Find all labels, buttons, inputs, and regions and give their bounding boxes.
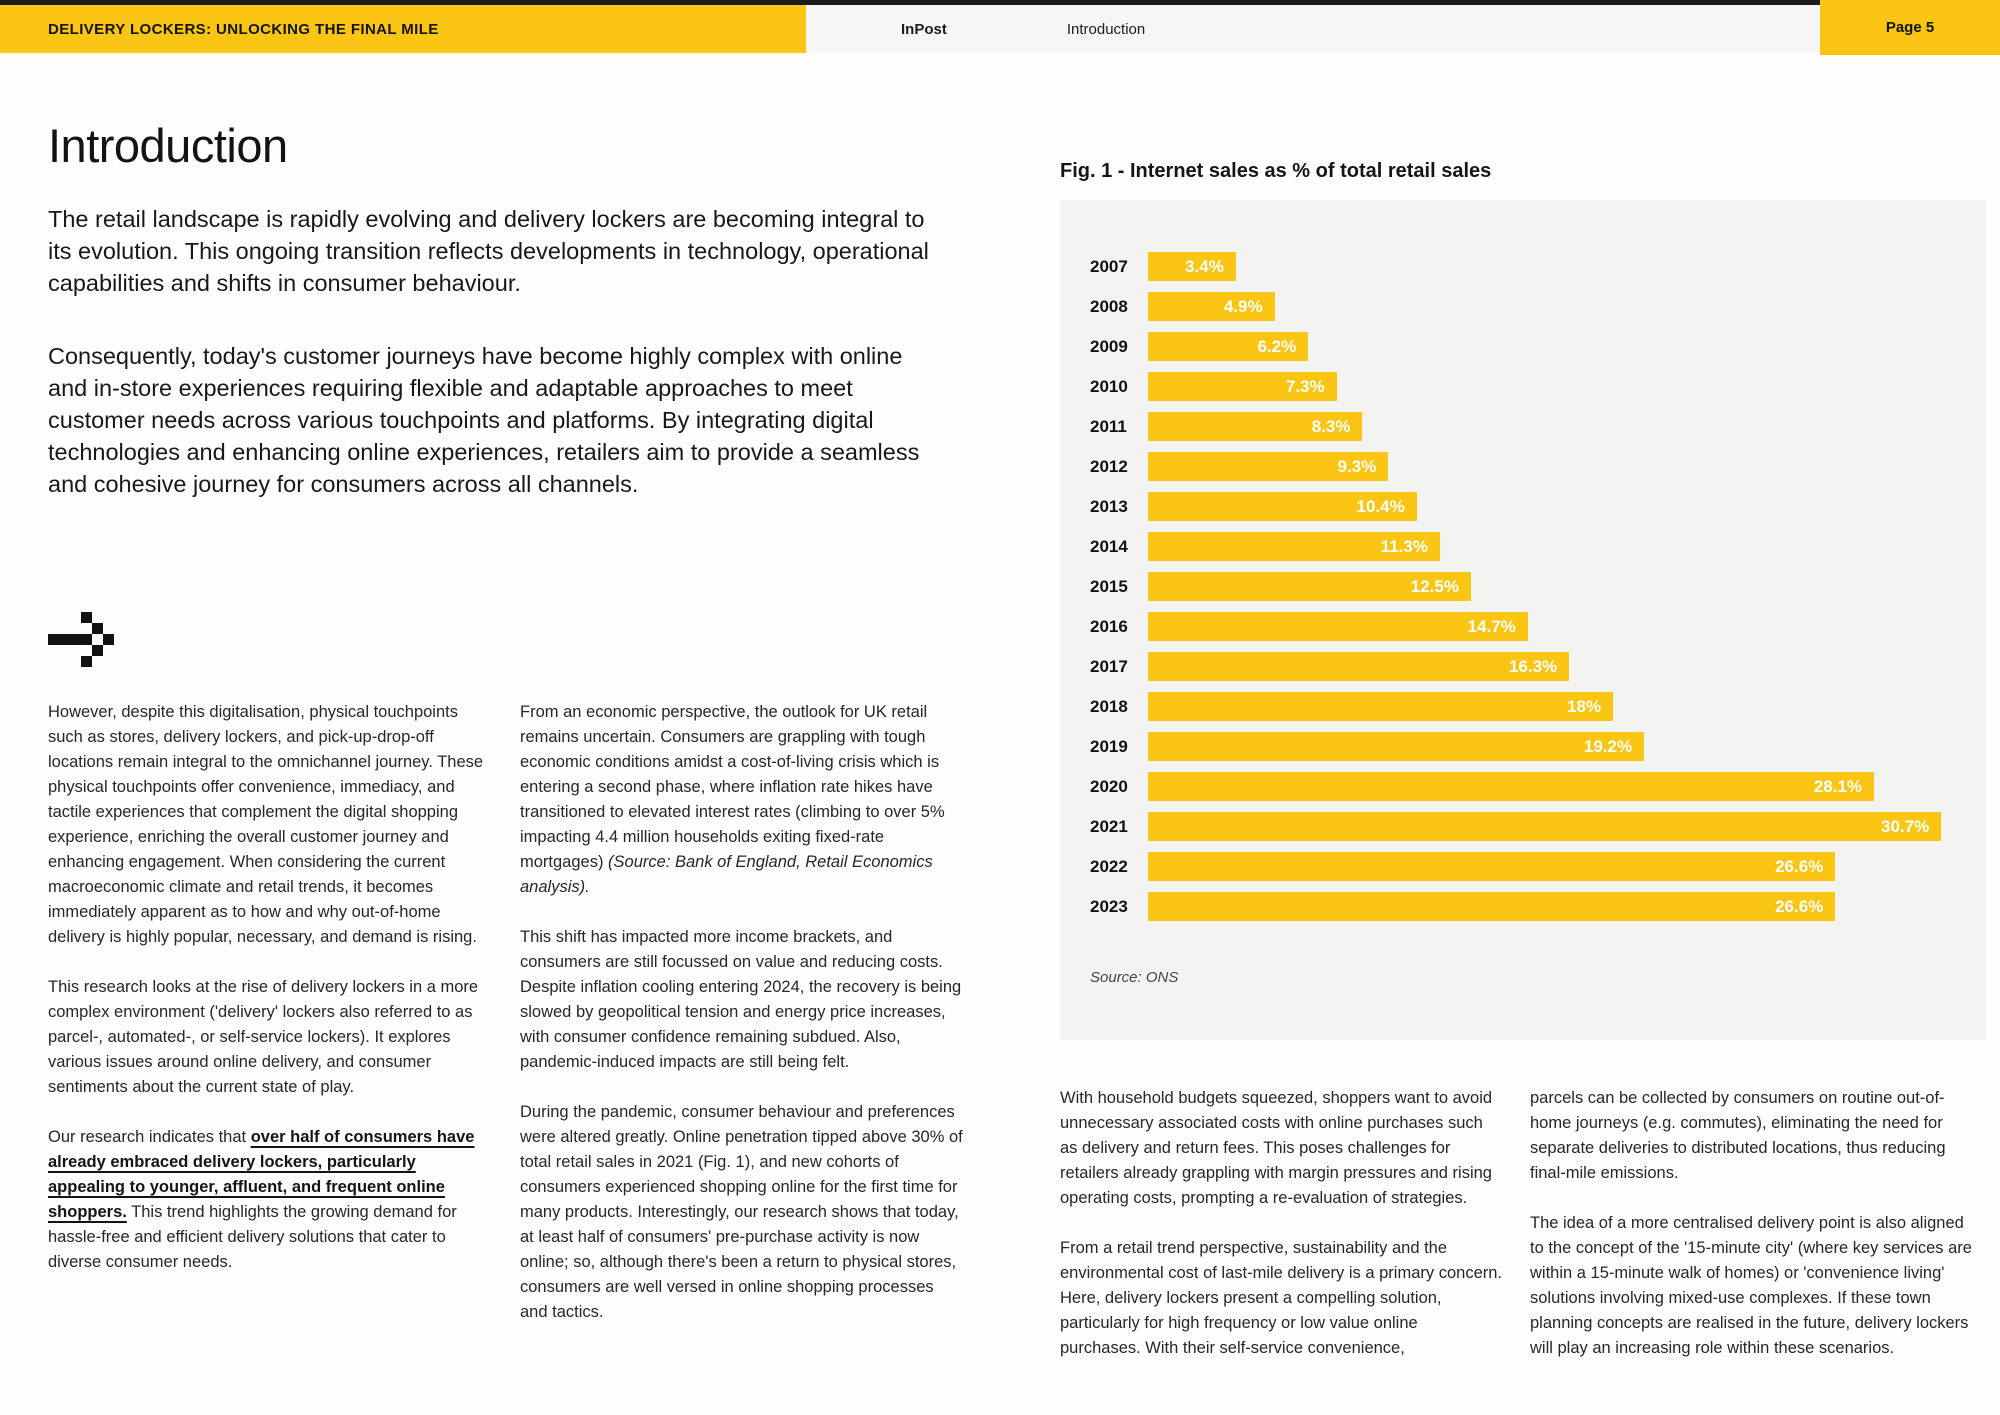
bar-value-label: 19.2% bbox=[1583, 736, 1633, 756]
year-label: 2012 bbox=[1090, 456, 1128, 476]
paragraph: With household budgets squeezed, shoppers want to avoid unnecessary associated costs with online purchases such as delivery and return fees. This poses challenges for retailers already grappling with margin pressures and rising operating costs, prompting a re-evaluation of strategies. bbox=[1060, 1089, 1493, 1207]
year-label: 2016 bbox=[1090, 616, 1128, 636]
bar-value-label: 28.1% bbox=[1813, 776, 1863, 796]
paragraph: However, despite this digitalisation, physical touchpoints such as stores, delivery lockers, and pick-up-drop-off locations remain integral to the omnichannel journey. These physical touchpoints offer convenience, immediacy, and tactile experiences that complement the digital shopping experience, enriching the overall customer journey and enhancing engagement. When considering the current macroeconomic climate and retail trends, it becomes immediately apparent as to how and why out-of-home delivery is highly popular, necessary, and demand is rising. bbox=[48, 703, 484, 946]
body-columns-left bbox=[48, 700, 964, 1350]
pixel-arrow-right-icon bbox=[48, 612, 114, 667]
page-number: Page 5 bbox=[1885, 19, 1935, 36]
bar bbox=[1148, 412, 1362, 441]
bar bbox=[1148, 252, 1236, 281]
bar-track bbox=[1148, 812, 1958, 841]
bar bbox=[1148, 332, 1308, 361]
year-label: 2017 bbox=[1090, 656, 1128, 676]
bar-track bbox=[1148, 412, 1958, 441]
bar-track bbox=[1148, 692, 1958, 721]
chart-row bbox=[1090, 572, 1958, 601]
year-label: 2013 bbox=[1090, 496, 1128, 516]
bar-value-label: 11.3% bbox=[1380, 536, 1428, 556]
text-column-4 bbox=[1530, 1086, 1972, 1386]
chart-source: Source: ONS bbox=[1090, 969, 1179, 986]
chart-row bbox=[1090, 292, 1958, 321]
bar bbox=[1148, 692, 1613, 721]
bar-value-label: 10.4% bbox=[1356, 496, 1405, 516]
bar-track bbox=[1148, 252, 1958, 281]
bar-value-label: 14.7% bbox=[1467, 616, 1516, 636]
figure-title: Fig. 1 - Internet sales as % of total retail sales bbox=[1060, 160, 1492, 182]
paragraph: parcels can be collected by consumers on routine out-of-home journeys (e.g. commutes), eliminating the need for separate deliveries to distributed locations, thus reducing final-mile emissions. bbox=[1530, 1089, 1946, 1182]
bar-track bbox=[1148, 772, 1958, 801]
chart-row bbox=[1090, 612, 1958, 641]
report-title-bar bbox=[0, 5, 806, 53]
bar bbox=[1148, 732, 1644, 761]
year-label: 2015 bbox=[1090, 576, 1128, 596]
bar bbox=[1148, 492, 1417, 521]
bar-track bbox=[1148, 732, 1958, 761]
paragraph: This shift has impacted more income brackets, and consumers are still focussed on value and reducing costs. Despite inflation cooling entering 2024, the recovery is being slowed by geopolitical tension and energy price increases, with consumer confidence remaining subdued. Also, pandemic-induced impacts are still being felt. bbox=[520, 928, 962, 1071]
bar-value-label: 9.3% bbox=[1337, 456, 1377, 476]
text-column-3 bbox=[1060, 1086, 1502, 1386]
header-brand: InPost bbox=[901, 20, 947, 38]
bar-value-label: 12.5% bbox=[1410, 576, 1459, 596]
text-run: From an economic perspective, the outlook for UK retail remains uncertain. Consumers are grappling with tough economic conditions amidst a cost-of-living crisis which is entering a second phase, where inflation rate hikes have transitioned to elevated interest rates (climbing to over 5% impacting 4.4 million households exiting fixed-rate mortgages) bbox=[520, 703, 945, 871]
paragraph: From a retail trend perspective, sustainability and the environmental cost of last-mile delivery is a primary concern. Here, delivery lockers present a compelling solution, particularly for high frequency or low value online purchases. With their self-service convenience, bbox=[1060, 1239, 1502, 1357]
chart-row bbox=[1090, 252, 1958, 281]
bar bbox=[1148, 812, 1941, 841]
bar-value-label: 18% bbox=[1567, 696, 1602, 716]
year-label: 2022 bbox=[1090, 856, 1128, 876]
chart-row bbox=[1090, 332, 1958, 361]
text-run: Our research indicates that bbox=[48, 1128, 251, 1146]
bar bbox=[1148, 772, 1874, 801]
body-columns-right bbox=[1060, 1086, 1972, 1386]
bar-track bbox=[1148, 372, 1958, 401]
bar-value-label: 8.3% bbox=[1311, 416, 1351, 436]
chart-rows bbox=[1090, 252, 1958, 921]
chart-row bbox=[1090, 812, 1958, 841]
chart-row bbox=[1090, 732, 1958, 761]
year-label: 2023 bbox=[1090, 896, 1128, 916]
bar-value-label: 30.7% bbox=[1881, 816, 1930, 836]
chart-row bbox=[1090, 652, 1958, 681]
year-label: 2011 bbox=[1090, 416, 1127, 436]
header-section-label: Introduction bbox=[1066, 20, 1146, 38]
year-label: 2020 bbox=[1090, 776, 1128, 796]
text-column-2 bbox=[520, 700, 964, 1350]
page-number-badge bbox=[1820, 0, 2000, 55]
bar bbox=[1148, 292, 1275, 321]
bar-value-label: 4.9% bbox=[1223, 296, 1263, 316]
bar-track bbox=[1148, 852, 1958, 881]
chart-row bbox=[1090, 492, 1958, 521]
bar bbox=[1148, 572, 1471, 601]
chart-row bbox=[1090, 692, 1958, 721]
chart-row bbox=[1090, 452, 1958, 481]
paragraph bbox=[48, 1125, 492, 1275]
bar bbox=[1148, 612, 1528, 641]
bar-track bbox=[1148, 452, 1958, 481]
year-label: 2010 bbox=[1090, 376, 1128, 396]
bar-track bbox=[1148, 292, 1958, 321]
year-label: 2014 bbox=[1090, 536, 1128, 556]
bar bbox=[1148, 652, 1569, 681]
bar-track bbox=[1148, 652, 1958, 681]
bar-value-label: 16.3% bbox=[1508, 656, 1558, 676]
bar-value-label: 7.3% bbox=[1285, 376, 1325, 396]
chart-row bbox=[1090, 852, 1958, 881]
bar-value-label: 3.4% bbox=[1185, 256, 1224, 276]
bar-track bbox=[1148, 332, 1958, 361]
bar-value-label: 26.6% bbox=[1775, 856, 1824, 876]
report-title: DELIVERY LOCKERS: UNLOCKING THE FINAL MILE bbox=[48, 20, 439, 38]
bar-track bbox=[1148, 572, 1958, 601]
paragraph bbox=[520, 700, 964, 900]
top-bar bbox=[0, 0, 2000, 55]
bar-track bbox=[1148, 492, 1958, 521]
year-label: 2019 bbox=[1090, 736, 1128, 756]
bar bbox=[1148, 372, 1337, 401]
bar-track bbox=[1148, 532, 1958, 561]
chart-row bbox=[1090, 412, 1958, 441]
bar bbox=[1148, 852, 1835, 881]
text-run: This trend highlights the growing demand for hassle-free and efficient delivery solutions that cater to diverse consumer needs. bbox=[48, 1203, 457, 1271]
intro-paragraph: The retail landscape is rapidly evolving and delivery lockers are becoming integral to its evolution. This ongoing transition reflects developments in technology, operational capabilities and shifts in consumer behaviour. bbox=[48, 206, 929, 296]
bar-value-label: 26.6% bbox=[1775, 896, 1824, 916]
paragraph: The idea of a more centralised delivery point is also aligned to the concept of the '15-minute city' (where key services are within a 15-minute walk of homes) or 'convenience living' solutions involving mixed-use complexes. If these town planning concepts are realised in the future, delivery lockers will play an increasing role within these scenarios. bbox=[1530, 1214, 1972, 1357]
text-column-1 bbox=[48, 700, 492, 1350]
year-label: 2008 bbox=[1090, 296, 1128, 316]
year-label: 2021 bbox=[1090, 816, 1128, 836]
paragraph: This research looks at the rise of delivery lockers in a more complex environment ('delivery' lockers also referred to as parcel-, automated-, or self-service lockers). It explores various issues around online delivery, and consumer sentiments about the current state of play. bbox=[48, 978, 479, 1096]
page-title: Introduction bbox=[48, 119, 288, 172]
paragraph: During the pandemic, consumer behaviour and preferences were altered greatly. Online penetration tipped above 30% of total retail sales in 2021 (Fig. 1), and new cohorts of consumers experienced shopping online for the first time for many products. Interestingly, our research shows that today, at least half of consumers' pre-purchase activity is now online; so, although there's been a return to physical stores, consumers are well versed in online shopping processes and tactics. bbox=[520, 1103, 963, 1321]
source-citation: (Source: Bank of England, Retail Economics analysis). bbox=[520, 853, 933, 896]
bar bbox=[1148, 532, 1440, 561]
bar-value-label: 6.2% bbox=[1257, 336, 1297, 356]
bar-chart bbox=[1060, 200, 1986, 1040]
chart-row bbox=[1090, 892, 1958, 921]
bar-track bbox=[1148, 892, 1958, 921]
chart-row bbox=[1090, 532, 1958, 561]
highlighted-claim: over half of consumers have already embraced delivery lockers, particularly appealing to younger, affluent, and frequent online shoppers. bbox=[48, 1128, 475, 1221]
year-label: 2007 bbox=[1090, 256, 1128, 276]
bar bbox=[1148, 892, 1835, 921]
bar-track bbox=[1148, 612, 1958, 641]
chart-row bbox=[1090, 772, 1958, 801]
header-center bbox=[806, 5, 1820, 53]
year-label: 2018 bbox=[1090, 696, 1128, 716]
chart-row bbox=[1090, 372, 1958, 401]
intro-paragraph: Consequently, today's customer journeys have become highly complex with online and in-store experiences requiring flexible and adaptable approaches to meet customer needs across various touchpoints and platforms. By integrating digital technologies and enhancing online experiences, retailers aim to provide a seamless and cohesive journey for consumers across all channels. bbox=[48, 343, 920, 497]
year-label: 2009 bbox=[1090, 336, 1128, 356]
bar bbox=[1148, 452, 1388, 481]
